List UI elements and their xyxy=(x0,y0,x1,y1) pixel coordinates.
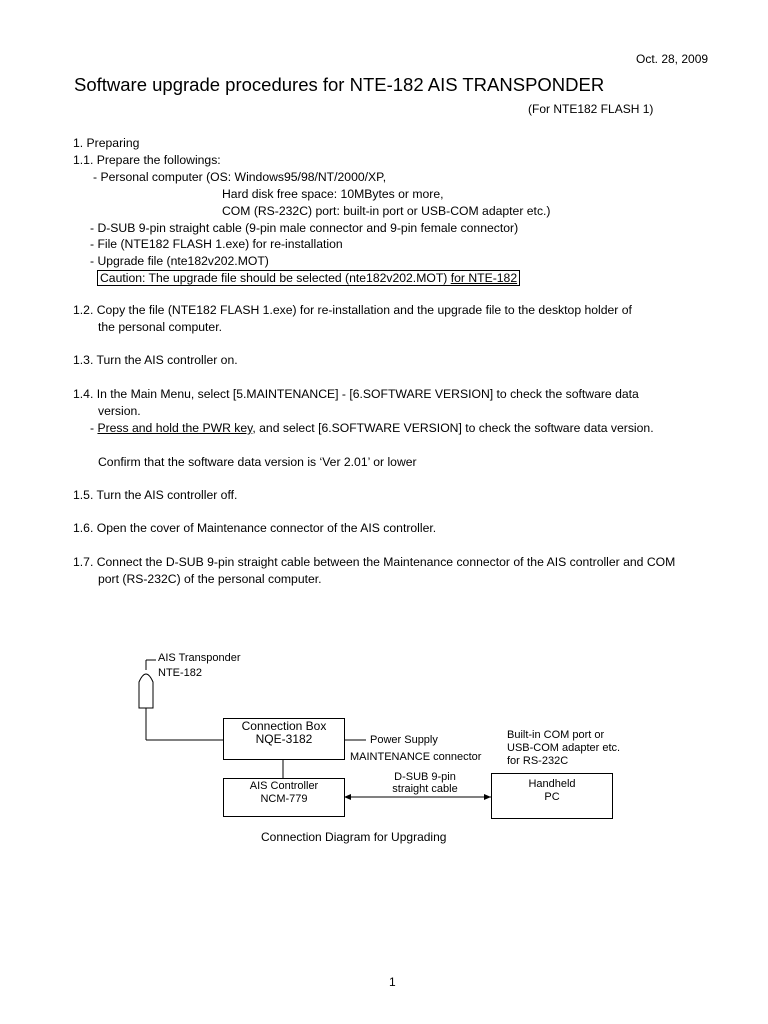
item-com: COM (RS-232C) port: built-in port or USB-COM adapter etc.) xyxy=(222,204,551,218)
pwr-key-instruction: Press and hold the PWR key xyxy=(97,421,253,435)
item-pc: - Personal computer (OS: Windows95/98/NT/2000/XP, xyxy=(93,170,387,184)
step-1-4-confirm: Confirm that the software data version is ‘Ver 2.01’ or lower xyxy=(98,455,417,469)
handheld-pc-label: Handheld xyxy=(528,778,576,790)
page-number: 1 xyxy=(389,975,396,989)
alt-rest: , and select [6.SOFTWARE VERSION] to check the software data version. xyxy=(252,421,654,435)
section-preparing: 1. Preparing xyxy=(73,136,140,150)
step-1-4: 1.4. In the Main Menu, select [5.MAINTENANCE] - [6.SOFTWARE VERSION] to check the software data xyxy=(73,387,639,401)
step-1-4-cont: version. xyxy=(98,404,141,418)
connection-box-model: NQE-3182 xyxy=(255,732,313,746)
maintenance-connector-label: MAINTENANCE connector xyxy=(350,751,482,763)
caution-text: Caution: The upgrade file should be selected (nte182v202.MOT) xyxy=(100,271,451,285)
power-supply-label: Power Supply xyxy=(370,734,438,746)
com-label-2: USB-COM adapter etc. xyxy=(507,742,621,754)
com-label-3: for RS-232C xyxy=(507,755,569,767)
cable-label-2: straight cable xyxy=(392,783,458,795)
antenna-icon xyxy=(139,674,153,708)
com-label-1: Built-in COM port or xyxy=(507,729,605,741)
dash: - xyxy=(90,421,98,435)
page-title: Software upgrade procedures for NTE-182 AIS TRANSPONDER xyxy=(74,74,605,95)
step-1-7: 1.7. Connect the D-SUB 9-pin straight cable between the Maintenance connector of the AIS controller and COM xyxy=(73,555,676,569)
step-1-7-cont: port (RS-232C) of the personal computer. xyxy=(98,572,322,586)
item-upgrade: - Upgrade file (nte182v202.MOT) xyxy=(90,254,269,268)
handheld-pc-model: PC xyxy=(544,791,560,803)
ais-controller-model: NCM-779 xyxy=(260,793,308,805)
date: Oct. 28, 2009 xyxy=(636,52,709,66)
cable-label-1: D-SUB 9-pin xyxy=(394,771,456,783)
step-1-1: 1.1. Prepare the followings: xyxy=(73,153,221,167)
diagram-caption: Connection Diagram for Upgrading xyxy=(261,830,447,844)
caution-target: for NTE-182 xyxy=(450,271,518,285)
step-1-6: 1.6. Open the cover of Maintenance connector of the AIS controller. xyxy=(73,521,437,535)
item-hdd: Hard disk free space: 10MBytes or more, xyxy=(222,187,444,201)
ais-controller-label: AIS Controller xyxy=(249,780,319,792)
item-file: - File (NTE182 FLASH 1.exe) for re-installation xyxy=(90,237,343,251)
connection-box xyxy=(223,718,345,760)
connection-box-label: Connection Box xyxy=(241,719,327,733)
step-1-2-cont: the personal computer. xyxy=(98,320,222,334)
handheld-pc-box xyxy=(491,773,613,819)
step-1-3: 1.3. Turn the AIS controller on. xyxy=(73,353,238,367)
transponder-label-2: NTE-182 xyxy=(158,667,203,679)
item-cable: - D-SUB 9-pin straight cable (9-pin male connector and 9-pin female connector) xyxy=(90,221,519,235)
step-1-5: 1.5. Turn the AIS controller off. xyxy=(73,488,238,502)
ais-controller-box xyxy=(223,778,345,817)
subtitle: (For NTE182 FLASH 1) xyxy=(528,102,654,116)
step-1-2: 1.2. Copy the file (NTE182 FLASH 1.exe) for re-installation and the upgrade file to the desktop holder of xyxy=(73,303,632,317)
transponder-label-1: AIS Transponder xyxy=(158,652,241,664)
